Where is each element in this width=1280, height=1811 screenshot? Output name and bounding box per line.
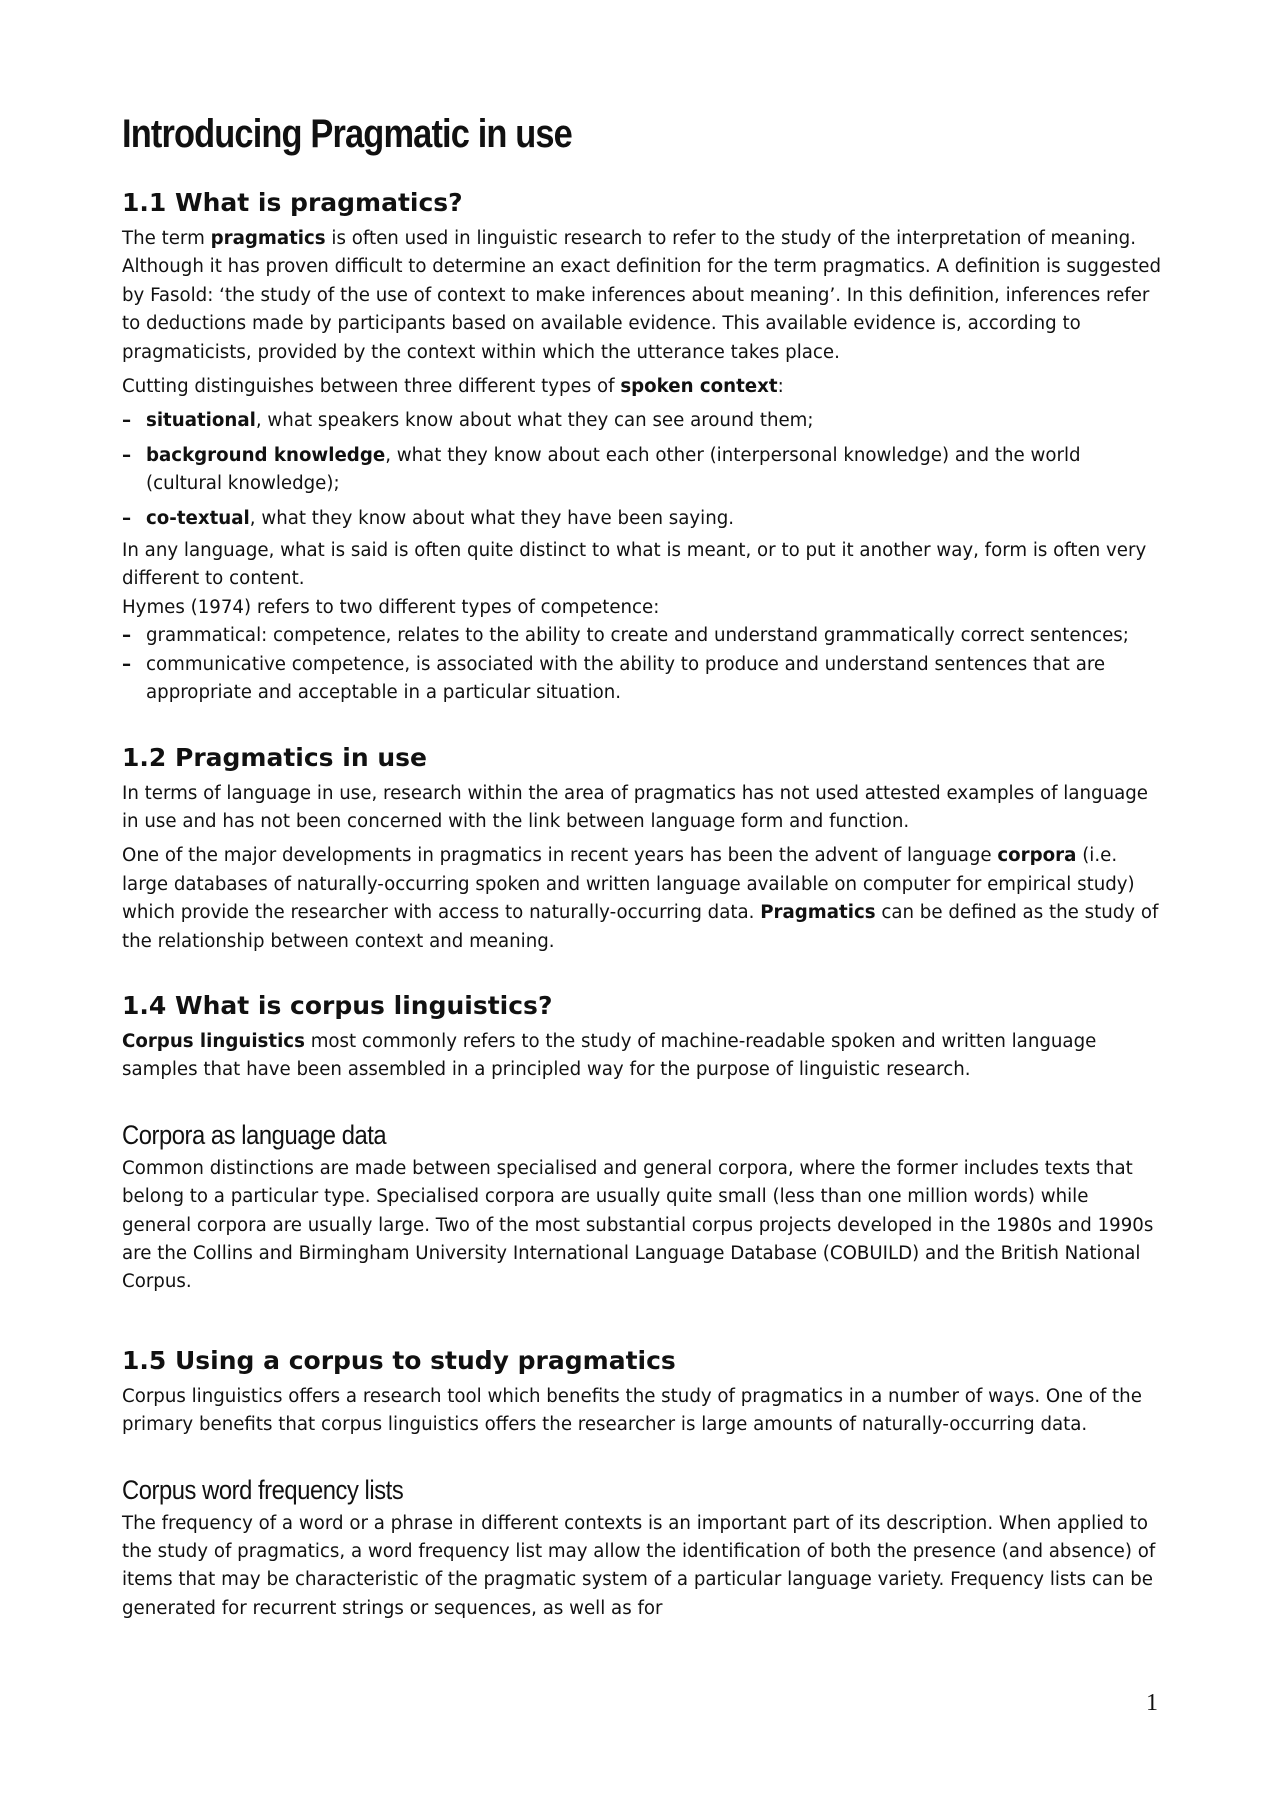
list-item: – co-textual, what they know about what they have been saying. — [122, 505, 1162, 533]
subsection-heading: Corpus word frequency lists — [122, 1474, 404, 1505]
document-title: Introducing Pragmatic in use — [122, 112, 572, 156]
list-item: – communicative competence, is associated with the ability to produce and understand sentences that are appropriate and acceptable in a particular situation. — [122, 651, 1162, 708]
paragraph: In any language, what is said is often quite distinct to what is meant, or to put it another way, form is often very different to content. — [122, 540, 1147, 590]
list-item: – background knowledge, what they know about each other (interpersonal knowledge) and the world (cultural knowledge); — [122, 442, 1162, 499]
list-item: – grammatical: competence, relates to the ability to create and understand grammatically correct sentences; — [122, 622, 1162, 650]
document-page — [122, 112, 1162, 1629]
paragraph: In terms of language in use, research within the area of pragmatics has not used attested examples of language in use and has not been concerned with the link between language form and function. — [122, 782, 1148, 832]
paragraph: Common distinctions are made between specialised and general corpora, where the former includes texts that belong to a particular type. Specialised corpora are usually quite small (less than one million words) while general corpora are usually large. Two of the most substantial corpus projects developed in the 1980s and 1990s are the Collins and Birmingham University International Language Database (COBUILD) and the British National Corpus. — [122, 1157, 1154, 1293]
paragraph: Hymes (1974) refers to two different types of competence: — [122, 596, 660, 618]
section-what-is-pragmatics — [122, 187, 1162, 708]
paragraph: Corpus linguistics most commonly refers to the study of machine-readable spoken and written language samples that have been assembled in a principled way for the purpose of linguistic research. — [122, 1030, 1097, 1081]
competence-list — [122, 622, 1162, 707]
subsection-heading: Corpora as language data — [122, 1119, 387, 1150]
paragraph: Cutting distinguishes between three different types of spoken context: — [122, 376, 784, 398]
section-using-corpus — [122, 1345, 1162, 1440]
section-corpus-linguistics — [122, 990, 1162, 1085]
paragraph: One of the major developments in pragmatics in recent years has been the advent of language corpora (i.e. large databases of naturally-occurring spoken and written language available on computer for empirical study) which provide the researcher with access to naturally-occurring data. Pragmatics can be defined as the study of the relationship between context and meaning. — [122, 845, 1159, 952]
context-types-list — [122, 407, 1162, 533]
subsection-word-frequency-lists — [122, 1474, 1162, 1624]
paragraph: Corpus linguistics offers a research tool which benefits the study of pragmatics in a number of ways. One of the primary benefits that corpus linguistics offers the researcher is large amounts of naturally-occurring data. — [122, 1385, 1142, 1436]
section-heading: 1.5 Using a corpus to study pragmatics — [122, 1345, 676, 1375]
paragraph: The term pragmatics is often used in linguistic research to refer to the study of the interpretation of meaning. Although it has proven difficult to determine an exact definition for the term pragmatics. A definition is suggested by Fasold: ‘the study of the use of context to make inferences about meaning’. In this definition, inferences refer to deductions made by participants based on available evidence. This available evidence is, according to pragmaticists, provided by the context within which the utterance takes place. — [122, 228, 1162, 363]
list-item: – situational, what speakers know about what they can see around them; — [122, 407, 1162, 435]
section-heading: 1.1 What is pragmatics? — [122, 188, 463, 217]
section-heading: 1.2 Pragmatics in use — [122, 742, 427, 772]
subsection-corpora-as-language-data — [122, 1119, 1162, 1297]
section-heading: 1.4 What is corpus linguistics? — [122, 990, 553, 1020]
page-number: 1 — [1146, 1690, 1158, 1716]
section-pragmatics-in-use — [122, 742, 1162, 956]
paragraph: The frequency of a word or a phrase in different contexts is an important part of its description. When applied to the study of pragmatics, a word frequency list may allow the identification of both the presence (and absence) of items that may be characteristic of the pragmatic system of a particular language variety. Frequency lists can be generated for recurrent strings or sequences, as well as for — [122, 1512, 1156, 1619]
